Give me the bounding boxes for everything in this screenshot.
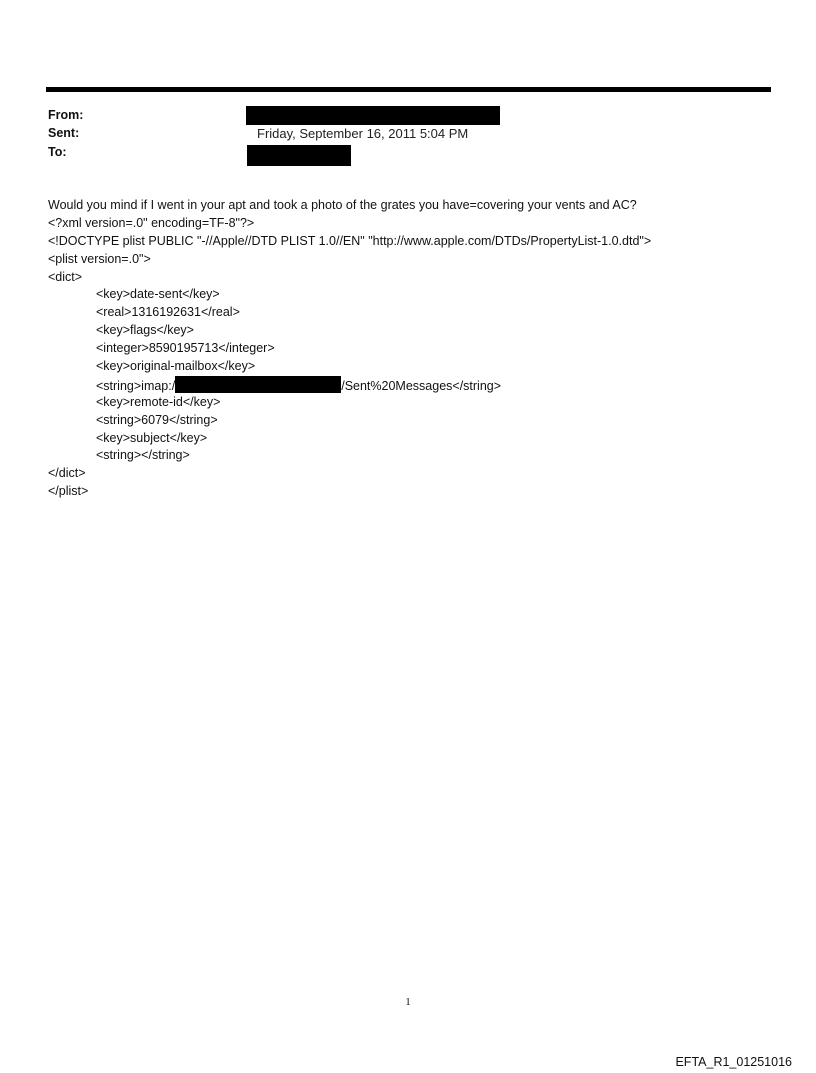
page-number: 1 [405,996,411,1008]
body-line: <dict> [48,269,83,284]
from-redaction [246,106,500,125]
body-line-mailbox [48,376,788,394]
body-line: </dict> [48,466,86,481]
body-line: <integer>8590195713</integer> [96,341,275,356]
from-label: From: [48,108,84,122]
email-body [48,197,788,501]
sent-value: Friday, September 16, 2011 5:04 PM [257,126,469,141]
body-line: <!DOCTYPE plist PUBLIC "-//Apple//DTD PLIST 1.0//EN" "http://www.apple.com/DTDs/PropertyList-1.0.dtd"> [48,233,652,248]
body-line: <plist version=.0"> [48,251,151,266]
to-redaction [247,145,351,166]
body-line: Would you mind if I went in your apt and took a photo of the grates you have=covering your vents and AC? [48,198,637,212]
sent-label: Sent: [48,126,80,140]
mailbox-redaction [175,376,341,393]
body-line: <key>remote-id</key> [96,394,221,409]
body-line: <key>flags</key> [96,323,194,338]
body-line: <real>1316192631</real> [96,305,240,320]
to-label: To: [48,145,67,159]
body-line: <string>6079</string> [96,412,218,427]
body-line: <key>original-mailbox</key> [96,359,256,374]
mailbox-prefix: <string>imap:/ [96,378,176,393]
body-line: </plist> [48,484,89,499]
header-rule [46,87,771,92]
body-line: <key>subject</key> [96,430,208,445]
body-line: <key>date-sent</key> [96,287,220,302]
body-line: <?xml version=.0" encoding=TF-8"?> [48,215,255,230]
document-id: EFTA_R1_01251016 [675,1055,792,1069]
body-line: <string></string> [96,448,190,463]
mailbox-suffix: /Sent%20Messages</string> [341,378,502,393]
